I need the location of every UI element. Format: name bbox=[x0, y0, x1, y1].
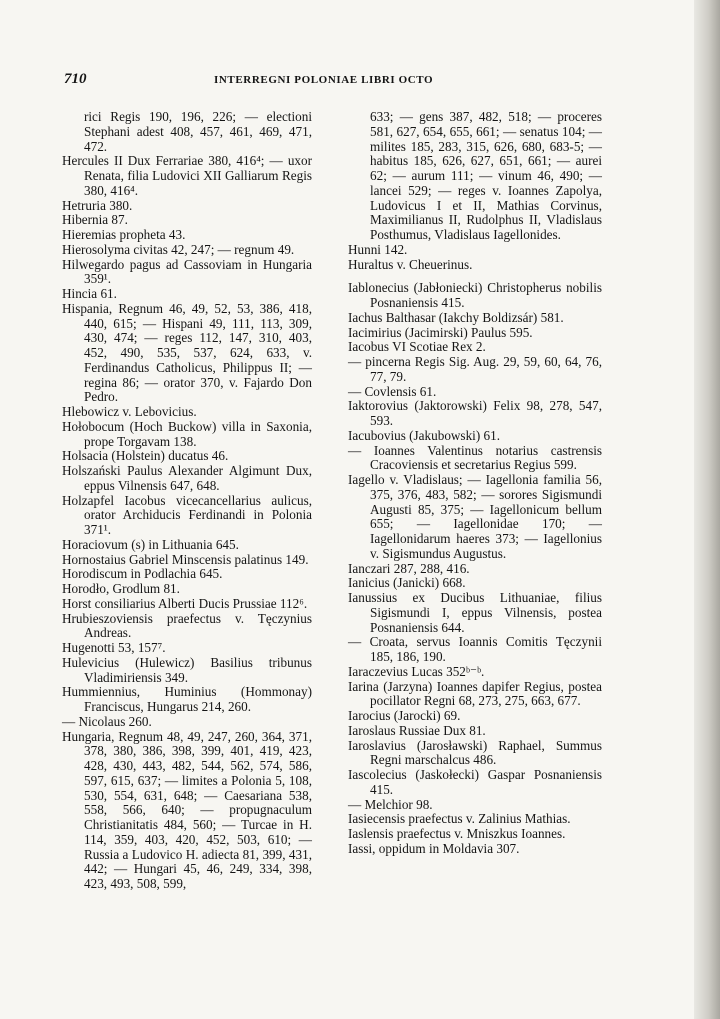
index-entry: Iachus Balthasar (Iakchy Boldizsár) 581. bbox=[348, 309, 564, 325]
index-entry: Ianczari 287, 288, 416. bbox=[348, 560, 470, 576]
index-entry: Hercules II Dux Ferrariae 380, 416⁴; — uxor Renata, filia Ludovici XII Galliarum Regis 380, 416⁴. bbox=[62, 153, 312, 198]
index-entry: — pincerna Regis Sig. Aug. 29, 59, 60, 64, 76, 77, 79. bbox=[348, 354, 602, 384]
index-entry: Iaslensis praefectus v. Mniszkus Ioannes. bbox=[348, 826, 566, 841]
index-entry: Holszański Paulus Alexander Algimunt Dux, eppus Vilnensis 647, 648. bbox=[62, 463, 312, 493]
index-entry: Iablonecius (Jabłoniecki) Christopherus nobilis Posnaniensis 415. bbox=[348, 280, 602, 310]
index-entry: Iarina (Jarzyna) Ioannes dapifer Regius, postea pocillator Regni 68, 273, 275, 663, 677. bbox=[348, 678, 602, 709]
index-entry: — Croata, servus Ioannis Comitis Tęczynii 185, 186, 190. bbox=[348, 634, 602, 664]
index-entry: Iaroslavius (Jarosławski) Raphael, Summus Regni marschalcus 486. bbox=[348, 737, 602, 768]
index-entry: Hugenotti 53, 157⁷. bbox=[62, 640, 166, 655]
index-entry: Ianussius ex Ducibus Lithuaniae, filius Sigismundi I, eppus Vilnensis, postea Posnaniensis 644. bbox=[348, 590, 602, 635]
index-entry: — Melchior 98. bbox=[348, 796, 433, 812]
page-number: 710 bbox=[64, 71, 87, 87]
index-entry: 633; — gens 387, 482, 518; — proceres 581, 627, 654, 655, 661; — senatus 104; — milites 185, 283, 315, 626, 680, 683-5; — habitus 185, 626, 627, 651, 661; — aurei 62; — aurum 111; — vinum 46, 490; — lancei 529; — reges v. Ioannes Zapolya, Ludovicus I et II, Mathias Corvinus, Maximilianus II, Rudolphus II, Vladislaus Posthumus, Vladislaus Iagellonides. bbox=[370, 109, 602, 242]
index-entry: Iaraczevius Lucas 352ᵇ⁻ᵇ. bbox=[348, 663, 485, 679]
index-entry: Hummiennius, Huminius (Hommonay) Franciscus, Hungarus 214, 260. bbox=[62, 684, 312, 714]
index-entry: Hincia 61. bbox=[62, 286, 117, 301]
index-column-right bbox=[348, 110, 602, 857]
index-entry: — Nicolaus 260. bbox=[62, 713, 152, 729]
index-entry: Iaroslaus Russiae Dux 81. bbox=[348, 722, 486, 738]
index-entry: Horaciovum (s) in Lithuania 645. bbox=[62, 536, 239, 552]
index-entry: Hungaria, Regnum 48, 49, 247, 260, 364, 371, 378, 380, 386, 398, 399, 401, 419, 423, 428, 430, 443, 482, 544, 562, 574, 586, 597, 615, 637; — limites a Polonia 5, 108, 530, 554, 631, 648; — Caesariana 538, 558, 566, 640; — propugnaculum Christianitatis 484, 560; — Turcae in H. 114, 359, 403, 420, 452, 503, 610; — Russia a Ludovico H. adiecta 81, 399, 431, 442; — Hungari 45, 46, 249, 334, 398, 423, 493, 508, 599, bbox=[62, 728, 312, 891]
index-entry: Hrubieszoviensis praefectus v. Tęczynius Andreas. bbox=[62, 610, 312, 641]
index-entry: Holsacia (Holstein) ducatus 46. bbox=[62, 448, 229, 464]
index-entry: Iascolecius (Jaskołecki) Gaspar Posnaniensis 415. bbox=[348, 767, 602, 797]
index-entry: Iacubovius (Jakubowski) 61. bbox=[348, 427, 500, 443]
index-entry: Horodło, Grodlum 81. bbox=[62, 581, 180, 596]
index-entry: Iacimirius (Jacimirski) Paulus 595. bbox=[348, 324, 533, 340]
index-entry: Iacobus VI Scotiae Rex 2. bbox=[348, 339, 486, 355]
index-entry: Hulevicius (Hulewicz) Basilius tribunus Vladimiriensis 349. bbox=[62, 654, 312, 685]
index-entry: Hetruria 380. bbox=[62, 197, 133, 213]
index-entry: Hibernia 87. bbox=[62, 212, 128, 228]
index-entry: Holzapfel Iacobus vicecancellarius aulicus, orator Archiducis Ferdinandi in Polonia 371¹. bbox=[62, 492, 312, 537]
index-column-left bbox=[62, 110, 312, 892]
index-entry: Huraltus v. Cheuerinus. bbox=[348, 256, 473, 272]
index-entry: Iarocius (Jarocki) 69. bbox=[348, 708, 461, 723]
index-entry: Iassi, oppidum in Moldavia 307. bbox=[348, 840, 520, 856]
index-entry: — Ioannes Valentinus notarius castrensis Cracoviensis et secretarius Regius 599. bbox=[348, 442, 602, 473]
page-header bbox=[64, 71, 664, 93]
index-entry: Hołobocum (Hoch Buckow) villa in Saxonia, prope Torgavam 138. bbox=[62, 418, 312, 449]
index-entry: Hunni 142. bbox=[348, 241, 408, 257]
page-edge-shadow bbox=[694, 0, 720, 1019]
index-entry: Iaktorovius (Jaktorowski) Felix 98, 278, 547, 593. bbox=[348, 398, 602, 428]
index-entry: Horst consiliarius Alberti Ducis Prussiae 112⁶. bbox=[62, 595, 308, 611]
index-entry: Hierosolyma civitas 42, 247; — regnum 49. bbox=[62, 241, 295, 257]
index-entry: Ianicius (Janicki) 668. bbox=[348, 575, 466, 591]
index-entry: Hispania, Regnum 46, 49, 52, 53, 386, 418, 440, 615; — Hispani 49, 111, 113, 309, 430, 474; — reges 112, 147, 310, 403, 452, 490, 535, 537, 624, 633, v. Ferdinandus Catholicus, Philippus II; — regina 86; — orator 370, v. Fajardo Don Pedro. bbox=[62, 300, 312, 405]
index-entry: Hornostaius Gabriel Minscensis palatinus 149. bbox=[62, 551, 309, 567]
index-entry: Iagello v. Vladislaus; — Iagellonia familia 56, 375, 376, 483, 582; — sorores Sigismundi Augusti 85, 375; — Iagellonicum bellum 655; — Iagellonidae 170; — Iagellonidarum haeres 373; — Iagellonius v. Sigismundus Augustus. bbox=[348, 472, 602, 561]
index-entry: Hlebowicz v. Lebovicius. bbox=[62, 404, 197, 419]
running-title: INTERREGNI POLONIAE LIBRI OCTO bbox=[214, 74, 434, 86]
index-entry: Hilwegardo pagus ad Cassoviam in Hungaria 359¹. bbox=[62, 256, 312, 287]
index-entry: Iasiecensis praefectus v. Zalinius Mathias. bbox=[348, 811, 571, 827]
index-entry: Horodiscum in Podlachia 645. bbox=[62, 566, 223, 582]
index-entry: Hieremias propheta 43. bbox=[62, 227, 186, 242]
index-entry: rici Regis 190, 196, 226; — electioni Stephani adest 408, 457, 461, 469, 471, 472. bbox=[84, 109, 312, 154]
index-entry: — Covlensis 61. bbox=[348, 383, 437, 399]
